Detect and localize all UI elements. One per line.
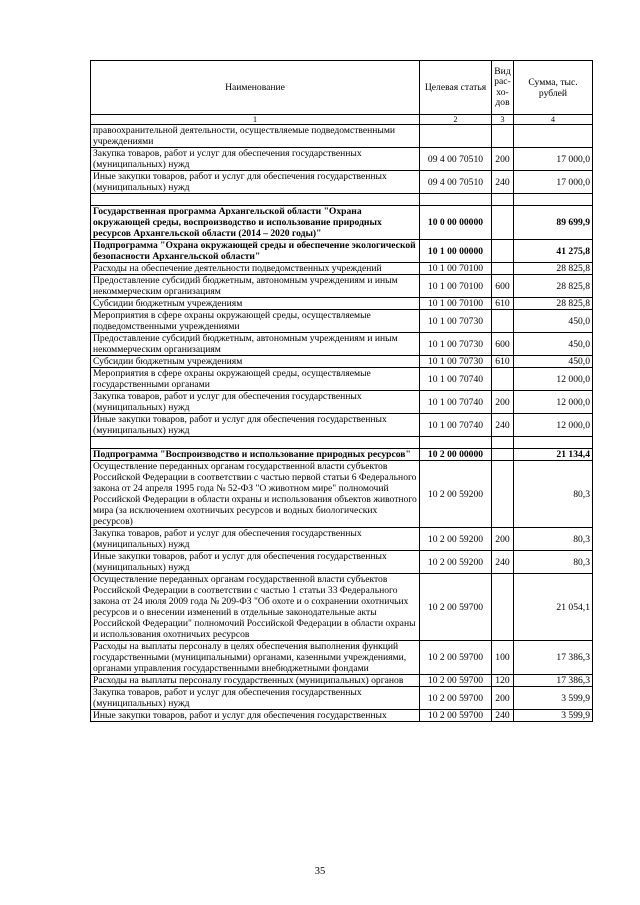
cell-name: Закупка товаров, работ и услуг для обеспечения государственных (муниципальных) нужд (91, 528, 420, 551)
cell-vid: 610 (492, 298, 514, 310)
cell-sum: 28 825,8 (514, 275, 593, 298)
column-number-3: 3 (492, 115, 514, 125)
cell-name: правоохранительной деятельности, осуществляемые подведомственными учреждениями (91, 125, 420, 148)
cell-vid (492, 368, 514, 391)
cell-name: Закупка товаров, работ и услуг для обеспечения государственных (муниципальных) нужд (91, 148, 420, 171)
cell-sum: 450,0 (514, 356, 593, 368)
table-row (91, 551, 593, 574)
cell-vid: 240 (492, 551, 514, 574)
cell-sum: 3 599,9 (514, 687, 593, 710)
cell-code: 10 1 00 70100 (420, 298, 492, 310)
table-row (91, 310, 593, 333)
cell-code: 10 0 00 00000 (420, 206, 492, 240)
table-row (91, 148, 593, 171)
column-number-2: 2 (420, 115, 492, 125)
cell-sum: 80,3 (514, 461, 593, 528)
spacer-cell (492, 437, 514, 449)
cell-name: Государственная программа Архангельской области "Охрана окружающей среды, воспроизводство и использование природных ресурсов Архангельской области (2014 – 2020 годы)" (91, 206, 420, 240)
cell-name: Предоставление субсидий бюджетным, автономным учреждениям и иным некоммерческим организациям (91, 333, 420, 356)
cell-vid: 200 (492, 687, 514, 710)
cell-code: 10 2 00 59200 (420, 551, 492, 574)
table-header-row (91, 61, 593, 115)
cell-name: Иные закупки товаров, работ и услуг для обеспечения государственных (муниципальных) нужд (91, 551, 420, 574)
cell-name: Расходы на выплаты персоналу государственных (муниципальных) органов (91, 675, 420, 687)
table-row (91, 710, 593, 722)
table-row (91, 641, 593, 675)
cell-sum: 89 699,9 (514, 206, 593, 240)
cell-sum: 28 825,8 (514, 263, 593, 275)
cell-name: Расходы на обеспечение деятельности подведомственных учреждений (91, 263, 420, 275)
cell-vid: 240 (492, 171, 514, 194)
cell-vid (492, 574, 514, 641)
cell-name: Иные закупки товаров, работ и услуг для обеспечения государственных (91, 710, 420, 722)
table-row (91, 528, 593, 551)
cell-name: Подпрограмма "Воспроизводство и использование природных ресурсов" (91, 449, 420, 461)
cell-sum: 450,0 (514, 333, 593, 356)
spacer-cell (492, 194, 514, 206)
cell-code: 09 4 00 70510 (420, 148, 492, 171)
cell-vid: 120 (492, 675, 514, 687)
cell-vid (492, 449, 514, 461)
cell-vid: 200 (492, 528, 514, 551)
cell-code: 10 1 00 70100 (420, 263, 492, 275)
cell-code: 10 2 00 59700 (420, 574, 492, 641)
header-code: Целевая статья (420, 61, 492, 115)
cell-sum: 41 275,8 (514, 240, 593, 263)
table-row (91, 574, 593, 641)
cell-code: 10 1 00 70100 (420, 275, 492, 298)
spacer-row (91, 437, 593, 449)
cell-vid: 600 (492, 275, 514, 298)
table-row (91, 206, 593, 240)
cell-vid: 240 (492, 710, 514, 722)
column-number-row (91, 115, 593, 125)
spacer-cell (91, 437, 420, 449)
cell-vid (492, 461, 514, 528)
table-row (91, 449, 593, 461)
cell-vid (492, 240, 514, 263)
cell-code: 10 1 00 70740 (420, 414, 492, 437)
spacer-cell (420, 437, 492, 449)
cell-code (420, 125, 492, 148)
cell-vid: 100 (492, 641, 514, 675)
cell-code: 10 2 00 59200 (420, 461, 492, 528)
spacer-cell (514, 194, 593, 206)
cell-vid: 600 (492, 333, 514, 356)
table-row (91, 240, 593, 263)
cell-code: 10 1 00 70730 (420, 356, 492, 368)
cell-vid: 610 (492, 356, 514, 368)
spacer-cell (420, 194, 492, 206)
cell-name: Предоставление субсидий бюджетным, автономным учреждениям и иным некоммерческим организациям (91, 275, 420, 298)
cell-name: Осуществление переданных органам государственной власти субъектов Российской Федерации в соответствии с частью первой статьи 6 Федерального закона от 24 апреля 1995 года № 52-ФЗ "О животном мире" полномочий Российской Федерации в области охраны и использования объектов животного мира (за исключением охотничьих ресурсов и водных биологических ресурсов) (91, 461, 420, 528)
spacer-cell (514, 437, 593, 449)
cell-name: Закупка товаров, работ и услуг для обеспечения государственных (муниципальных) нужд (91, 687, 420, 710)
cell-code: 10 1 00 70730 (420, 310, 492, 333)
cell-vid (492, 206, 514, 240)
cell-sum: 80,3 (514, 528, 593, 551)
cell-sum: 80,3 (514, 551, 593, 574)
cell-vid (492, 263, 514, 275)
table-row (91, 461, 593, 528)
table-row (91, 171, 593, 194)
table-row (91, 675, 593, 687)
header-vid: Вид рас-хо-дов (492, 61, 514, 115)
cell-sum: 3 599,9 (514, 710, 593, 722)
cell-sum: 17 386,3 (514, 675, 593, 687)
cell-sum: 12 000,0 (514, 414, 593, 437)
cell-name: Мероприятия в сфере охраны окружающей среды, осуществляемые государственными органами (91, 368, 420, 391)
column-number-4: 4 (514, 115, 593, 125)
cell-code: 10 1 00 70730 (420, 333, 492, 356)
table-row (91, 263, 593, 275)
cell-vid (492, 310, 514, 333)
cell-name: Подпрограмма "Охрана окружающей среды и обеспечение экологической безопасности Архангельской области" (91, 240, 420, 263)
table-row (91, 391, 593, 414)
cell-sum: 17 386,3 (514, 641, 593, 675)
cell-sum: 17 000,0 (514, 148, 593, 171)
cell-name: Осуществление переданных органам государственной власти субъектов Российской Федерации в соответствии с частью 1 статьи 33 Федерального закона от 24 июля 2009 года № 209-ФЗ "Об охоте и о сохранении охотничьих ресурсов и о внесении изменений в отдельные законодательные акты Российской Федерации" полномочий Российской Федерации в области охраны и использования охотничьих ресурсов (91, 574, 420, 641)
cell-sum: 12 000,0 (514, 368, 593, 391)
cell-code: 10 1 00 70740 (420, 368, 492, 391)
cell-name: Субсидии бюджетным учреждениям (91, 356, 420, 368)
cell-name: Иные закупки товаров, работ и услуг для обеспечения государственных (муниципальных) нужд (91, 171, 420, 194)
spacer-row (91, 194, 593, 206)
table-row (91, 414, 593, 437)
cell-name: Расходы на выплаты персоналу в целях обеспечения выполнения функций государственными (муниципальными) органами, казенными учреждениями, органами управления государственными внебюджетными фондами (91, 641, 420, 675)
cell-code: 10 2 00 00000 (420, 449, 492, 461)
cell-code: 10 2 00 59700 (420, 641, 492, 675)
cell-code: 10 2 00 59200 (420, 528, 492, 551)
column-number-1: 1 (91, 115, 420, 125)
cell-name: Иные закупки товаров, работ и услуг для обеспечения государственных (муниципальных) нужд (91, 414, 420, 437)
page-number: 35 (314, 866, 326, 877)
cell-sum: 21 134,4 (514, 449, 593, 461)
budget-table-body (91, 61, 593, 722)
cell-vid: 200 (492, 148, 514, 171)
cell-sum: 12 000,0 (514, 391, 593, 414)
cell-name: Субсидии бюджетным учреждениям (91, 298, 420, 310)
table-row (91, 368, 593, 391)
cell-vid: 240 (492, 414, 514, 437)
table-row (91, 125, 593, 148)
cell-code: 10 2 00 59700 (420, 675, 492, 687)
cell-sum: 450,0 (514, 310, 593, 333)
cell-code: 10 2 00 59700 (420, 710, 492, 722)
table-row (91, 275, 593, 298)
table-row (91, 356, 593, 368)
header-name: Наименование (91, 61, 420, 115)
cell-code: 09 4 00 70510 (420, 171, 492, 194)
header-sum: Сумма, тыс. рублей (514, 61, 593, 115)
cell-code: 10 1 00 00000 (420, 240, 492, 263)
cell-code: 10 1 00 70740 (420, 391, 492, 414)
cell-sum: 28 825,8 (514, 298, 593, 310)
table-row (91, 298, 593, 310)
cell-name: Закупка товаров, работ и услуг для обеспечения государственных (муниципальных) нужд (91, 391, 420, 414)
cell-sum: 17 000,0 (514, 171, 593, 194)
table-row (91, 333, 593, 356)
cell-name: Мероприятия в сфере охраны окружающей среды, осуществляемые подведомственными учреждениями (91, 310, 420, 333)
spacer-cell (91, 194, 420, 206)
budget-table (90, 60, 593, 722)
cell-sum: 21 054,1 (514, 574, 593, 641)
cell-vid (492, 125, 514, 148)
cell-sum (514, 125, 593, 148)
cell-vid: 200 (492, 391, 514, 414)
cell-code: 10 2 00 59700 (420, 687, 492, 710)
table-row (91, 687, 593, 710)
